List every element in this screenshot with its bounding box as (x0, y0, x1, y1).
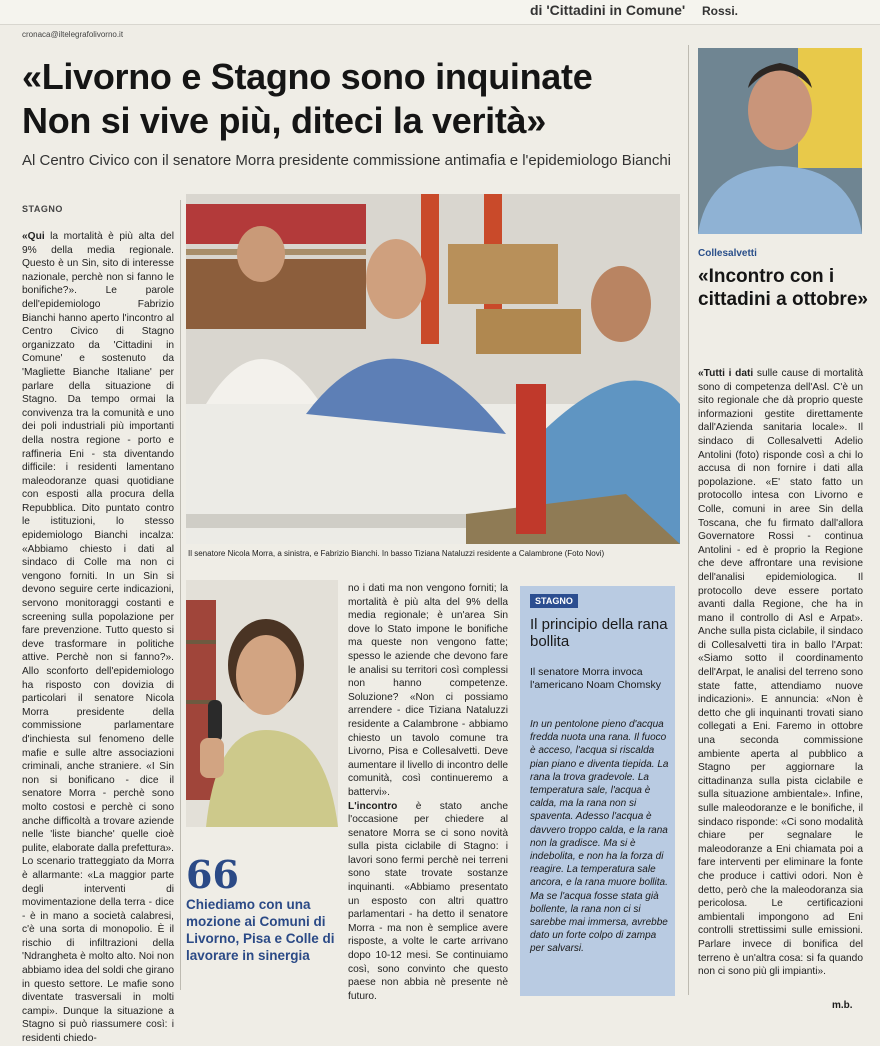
headline-line1: «Livorno e Stagno sono inquinate (22, 56, 593, 97)
mayor-photo-illustration (698, 48, 862, 234)
sidebar-box (520, 586, 675, 996)
box-kicker: STAGNO (530, 594, 578, 608)
woman-photo-illustration (186, 580, 338, 827)
right-body: sulle cause di mortalità sono di competenza dell'Asl. C'è un sito regionale che dà proprio queste informazioni gestite direttamente dall'Azienda sanitaria locale». Il sindaco di Collesalvetti Adelio Antolini (foto) risponde così a chi lo accusa di non fornire i dati alla popolazione. «E' stato fatto un protocollo intesa con Livorno e Colle, comuni in aree Sin della Toscana, che fu firmato dall'allora Governatore Rossi - continua Antolini - ed è proprio la Regione che deve affrontare una revisione dell'analisi epidemiologica. Il protocollo deve essere portato avanti dalla Regione, che ha in mano il controllo di Asl e Arpat». Anche sulla pista ciclabile, il sindaco di Collesalvetti tira in ballo l'Arpat: «Siamo sotto il coordinamento dell'Arpat, le analisi del terreno sono state fatte, attendiamo nuove indicazioni». E annuncia: «Non è detto che gli inquinanti trovati siano collegati a Eni. Faremo in ottobre una seconda commissione ambiente aperta al pubblico a Stagno per aggiornare la cittadinanza sulla pista ciclabile e sulla situazione ambientale». Infine, sulle maleodoranze e le bonifiche, il sindaco risponde: «Ci sono modalità chiare per segnalare le maleodoranze a Eni chiamata poi a fare interventi per eliminare la fonte che produce i cattivi odori. Non è detto, però che la maleodoranza sia pericolosa. Le certificazioni ambientali impongono ad Eni controlli strettissimi sulle emissioni. Parlare invece di bonifica del terreno è un'altra cosa: si fa quando non ci sono più gli impianti». (698, 368, 863, 978)
top-strip (0, 0, 880, 25)
headline (22, 55, 692, 143)
top-tag: di 'Cittadini in Comune' (530, 2, 686, 18)
divider (180, 200, 181, 990)
quote-mark: 66 (186, 852, 239, 897)
signature: m.b. (832, 1000, 853, 1011)
section-label: STAGNO (22, 204, 63, 214)
right-article-text (698, 367, 863, 992)
quote-text: Chiediamo con una mozione ai Comuni di Livorno, Pisa e Colle di lavorare in sinergia (186, 897, 335, 963)
right-divider (688, 45, 689, 995)
subtitle: Al Centro Civico con il senatore Morra presidente commissione antimafia e l'epidemiologo Bianchi (22, 152, 672, 169)
col2-text: no i dati ma non vengono forniti; la mortalità è più alta del 9% della media regionale; è un'area Sin dove lo Stato impone le bonifiche ma queste non vengono fatte; spesso le aziende che devono fare le analisi su territori così complessi non hanno competenze. Soluzione? «Non ci possiamo arrendere - dice Tiziana Nataluzzi residente a Calambrone - abbiamo chiesto un tavolo comune tra Livorno, Pisa e Collesalvetti. Deve aumentare il livello di incontro delle comunità, così continueremo a battervi». (348, 583, 508, 798)
headline-line2: Non si vive più, diteci la verità» (22, 100, 546, 141)
col2b-text: è stato anche l'occasione per chiedere al senatore Morra se ci sono novità sulla pista ciclabile di Stagno: i lavori sono fermi perchè nei terreni sono state trovate sostanze inquinanti. «Abbiamo presentato un esposto con altri quattro parlamentari - ha detto il senatore Morra - ma non è semplice avere risposte, a volte le carte arrivano dopo 10-12 mesi. Se continuiamo così, sono convinto che questo paese non abbia nè presente nè futuro. (348, 800, 508, 1002)
pull-quote (186, 852, 346, 964)
article-column-1 (22, 230, 174, 1045)
article-column-2 (348, 582, 508, 1002)
box-body: pieno d'acqua fredda nuota una rana. Il fuoco è acceso, l'acqua si riscalda pian piano e diventa tiepida. La rana la trova gradevole. La temperatura sale, l'acqua è calda, ma la rana non si spaventa. Adesso l'acqua è davvero troppo calda, e la rana non la gradisce. Ma si è indebolita, e non ha la forza di reagire. La temperatura sale ancora, e la rana muore bollita. Ma se l'acqua fosse stata già bollente, la rana non ci si sarebbe mai immersa, avrebbe dato un forte colpo di zampa per salvarsi. (530, 719, 669, 955)
box-subtitle: Il senatore Morra invoca l'americano Noam Chomsky (530, 666, 661, 691)
col2b-lead: L'incontro (348, 800, 398, 812)
event-photo-illustration (186, 194, 680, 544)
box-title: Il principio della rana bollita (530, 616, 668, 650)
top-tag-right: Rossi. (702, 4, 739, 18)
woman-photo (186, 580, 338, 827)
right-section-label: Collesalvetti (698, 248, 757, 259)
box-text (530, 718, 670, 956)
photo-caption: Il senatore Nicola Morra, a sinistra, e Fabrizio Bianchi. In basso Tiziana Nataluzzi residente a Calambrone (Foto Novi) (188, 549, 605, 558)
site-email: cronaca@iltelegrafolivorno.it (22, 30, 124, 39)
box-lead: In un pentolone (530, 719, 599, 730)
col1-lead: «Qui (22, 231, 45, 242)
right-headline: «Incontro con i cittadini a ottobre» (698, 266, 868, 310)
col1-text: la mortalità è più alta del 9% della media regionale. Questo è un Sin, sito di interesse nazionale, perchè non si fanno le bonifiche?». Le parole dell'epidemiologo Fabrizio Bianchi hanno aperto l'incontro al Centro Civico di Stagno organizzato da 'Cittadini in Comune' e sostenuto da 'Magliette Bianche Italiane' per parlare della situazione di Stagno. Da tempo ormai la convivenza tra la comunità e uno dei poli industriali più importanti della nostra regione - porto e raffineria Eni - sta diventando difficile: i residenti lamentano maleodoranze quasi quotidiane con esposti alla procura della Repubblica. Dito puntato contro le istituzioni, lo stesso epidemiologo Bianchi incalza: «Abbiamo chiesto i dati al sindaco di Colle ma non ci vengono forniti. In un Sin si devono seguire certe indicazioni, servono monitoraggi costanti e screening sulla popolazione per fare prevenzione. Tutto questo si deve trasformare in politiche attive. Perchè non si fanno?». Allo sconforto dell'epidemiologo ha risposto con dovizia di particolari il senatore Nicola Morra presidente della commissione parlamentare d'inchiesta sul fenomeno delle mafie e sulle altre associazioni criminali, anche straniere. «I Sin non si bonificano - dice il senatore Morra - perchè sono molto costosi e perchè ci sono anche difficoltà a trovare aziende nelle 'liste bianche' quelle cioè pulite, elaborate dalla prefettura». Lo scenario tratteggiato da Morra è allarmante: «La maggior parte degli interventi di movimentazione della terra - dice - è in mano a società calabresi, c'è una sorta di monopolio. È il rischio di infiltrazioni della 'Ndrangheta è molto alto. Noi non abbiamo idea del soldi che girano in questo settore. Le mafie sono diventate trasversali in molti campi». Dunque la situazione a Stagno si può riassumere così: i residenti chiedo- (22, 231, 174, 1045)
event-photo (186, 194, 680, 544)
right-lead: «Tutti i dati (698, 368, 754, 379)
mayor-photo (698, 48, 862, 234)
